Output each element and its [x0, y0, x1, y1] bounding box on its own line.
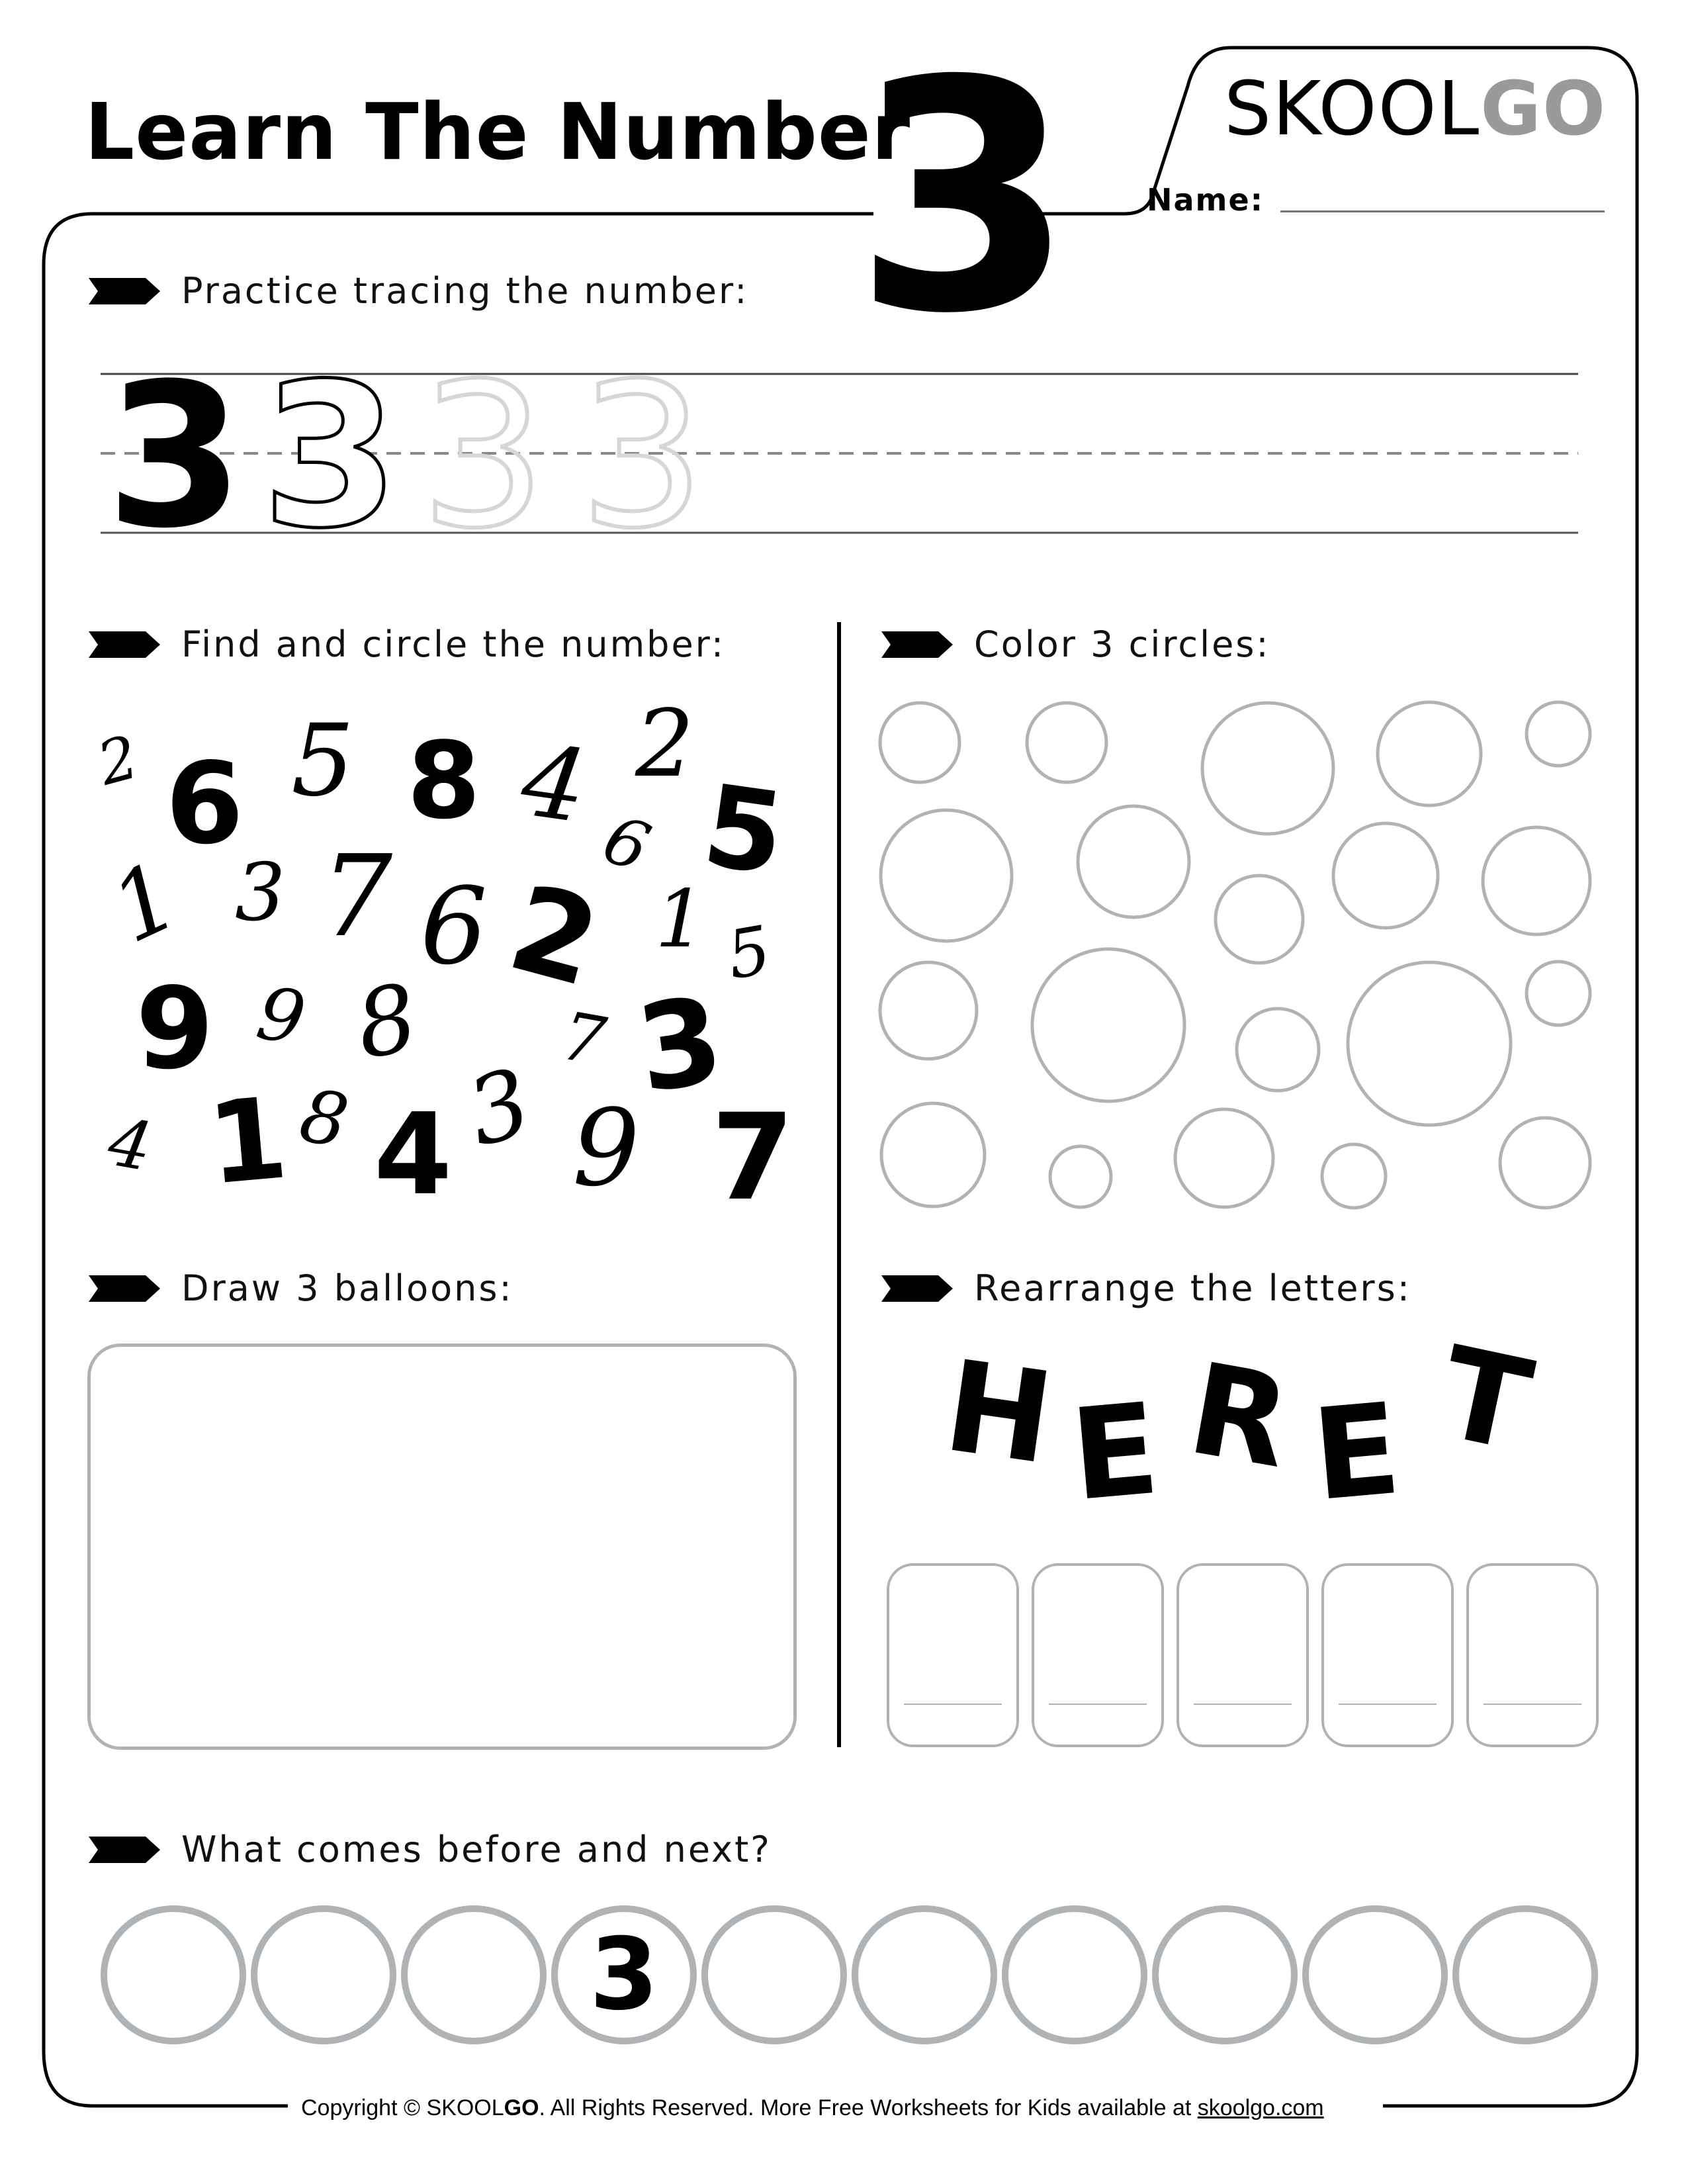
sequence-slot-value: 3: [589, 1917, 659, 2032]
scatter-number[interactable]: 3: [457, 1048, 542, 1168]
scatter-number[interactable]: 4: [374, 1089, 453, 1220]
sequence-slot-circle[interactable]: [1306, 1909, 1444, 2041]
footer-copyright: [301, 2095, 1324, 2121]
trace-digit-dotted[interactable]: 3: [579, 341, 705, 572]
sequence-slot-circle[interactable]: [1456, 1909, 1595, 2041]
scrambled-letter: R: [1179, 1335, 1300, 1497]
trace-digit-solid: 3: [106, 341, 244, 572]
footer-brand: GO: [504, 2095, 539, 2120]
scatter-number[interactable]: 8: [407, 719, 481, 842]
scatter-number[interactable]: 1: [202, 1073, 292, 1210]
scatter-number[interactable]: 4: [103, 1103, 158, 1187]
footer-middle: . All Rights Reserved. More Free Worksheets for Kids available at: [539, 2095, 1198, 2120]
name-label: Name:: [1147, 182, 1265, 218]
footer-link[interactable]: skoolgo.com: [1197, 2095, 1324, 2120]
scatter-number[interactable]: 6: [420, 864, 488, 988]
scatter-number[interactable]: 1: [95, 841, 195, 965]
scatter-number[interactable]: 1: [655, 874, 706, 966]
logo-text: SKOOL: [1224, 66, 1481, 152]
page-title: Learn The Number: [85, 86, 911, 177]
scatter-number[interactable]: 6: [165, 739, 244, 870]
scatter-number[interactable]: 5: [695, 760, 792, 901]
sequence-slot-circle[interactable]: [1005, 1909, 1144, 2041]
footer-prefix: Copyright © SKOOL: [301, 2095, 504, 2120]
scatter-number[interactable]: 9: [572, 1086, 640, 1210]
sequence-slot-circle[interactable]: [855, 1909, 994, 2041]
sequence-slot-circle[interactable]: [254, 1909, 393, 2041]
section-label: Rearrange the letters:: [974, 1267, 1411, 1309]
trace-digit-outline: 3: [261, 341, 400, 572]
scatter-number[interactable]: 9: [136, 964, 214, 1095]
sequence-slot-circle[interactable]: [404, 1909, 543, 2041]
scatter-number[interactable]: 5: [291, 704, 355, 819]
scatter-number[interactable]: 7: [711, 1089, 795, 1227]
section-label: What comes before and next?: [181, 1829, 772, 1870]
scatter-number[interactable]: 2: [496, 858, 613, 1014]
section-label: Draw 3 balloons:: [181, 1267, 513, 1309]
scatter-number[interactable]: 4: [515, 723, 594, 846]
scatter-number[interactable]: 8: [348, 964, 425, 1081]
sequence-slot-circle[interactable]: [1155, 1909, 1294, 2041]
scrambled-letter: T: [1428, 1318, 1543, 1480]
scatter-number[interactable]: 6: [594, 799, 660, 887]
scatter-number[interactable]: 7: [321, 831, 393, 962]
scrambled-letter: E: [1065, 1375, 1165, 1529]
trace-digit-dotted[interactable]: 3: [420, 341, 547, 572]
scatter-number[interactable]: 3: [629, 971, 731, 1120]
scatter-number[interactable]: 3: [235, 847, 286, 939]
section-label: Find and circle the number:: [181, 623, 726, 665]
featured-number: 3: [854, 13, 1075, 383]
scatter-number[interactable]: 8: [294, 1072, 355, 1165]
sequence-slot-circle[interactable]: [705, 1909, 844, 2041]
sequence-slot-circle[interactable]: [104, 1909, 243, 2041]
scatter-number[interactable]: 2: [635, 690, 695, 798]
logo-accent: GO: [1480, 66, 1607, 152]
scrambled-letter: E: [1307, 1375, 1406, 1529]
section-label: Color 3 circles:: [974, 623, 1270, 665]
scatter-number[interactable]: 5: [721, 911, 777, 995]
scatter-number[interactable]: 7: [556, 997, 611, 1081]
scrambled-letter: H: [936, 1333, 1061, 1492]
scatter-number[interactable]: 2: [91, 722, 146, 799]
scatter-number[interactable]: 9: [251, 970, 312, 1062]
section-label: Practice tracing the number:: [181, 270, 749, 312]
